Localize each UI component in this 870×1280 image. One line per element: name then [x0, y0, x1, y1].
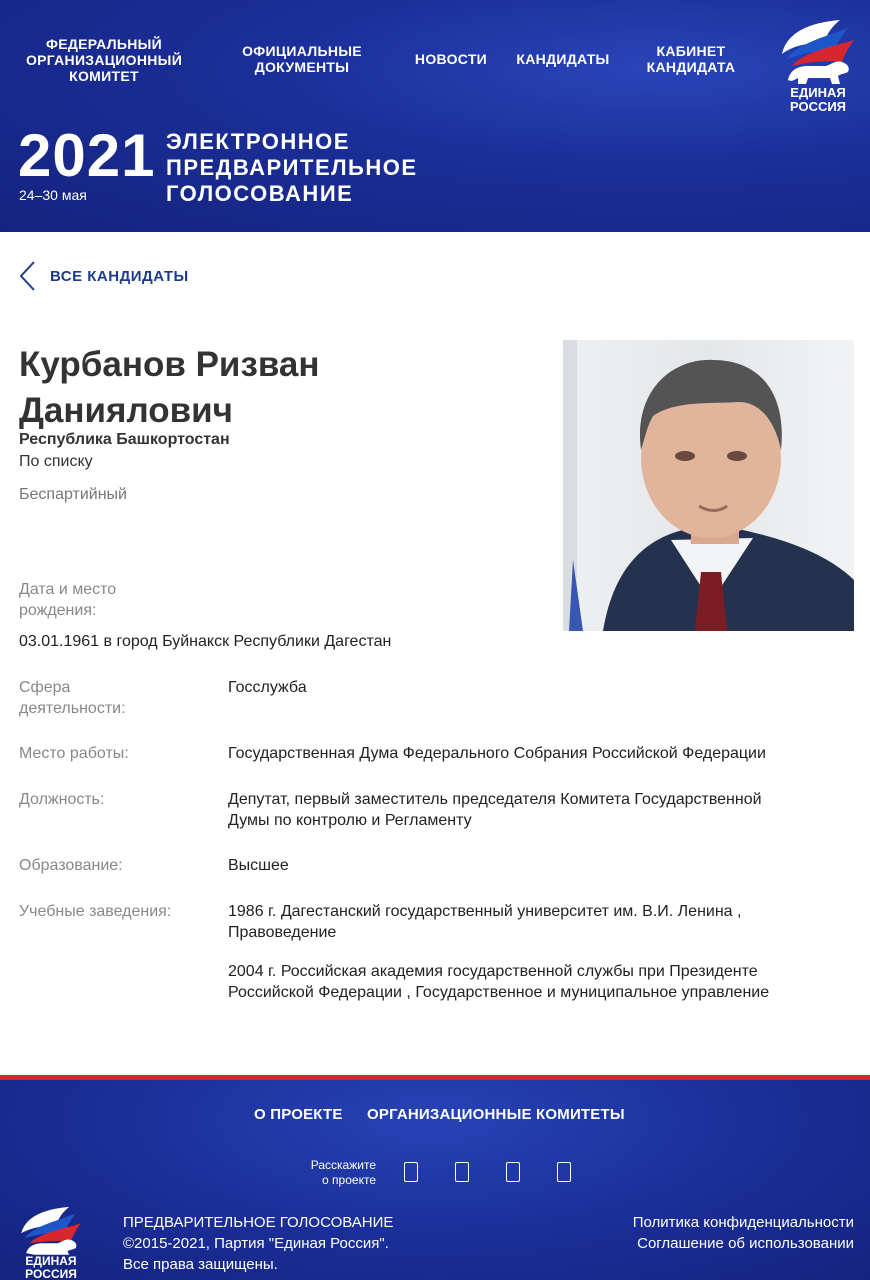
footer-legal-links [633, 1212, 854, 1254]
nav-federal-committee[interactable]: ФЕДЕРАЛЬНЫЙ ОРГАНИЗАЦИОННЫЙ КОМИТЕТ [25, 36, 183, 84]
candidate-region: Республика Башкортостан [19, 431, 230, 448]
vk-icon[interactable] [404, 1162, 418, 1182]
back-to-candidates-link[interactable] [18, 260, 189, 292]
nav-candidate-cabinet[interactable]: КАБИНЕТ КАНДИДАТА [646, 43, 736, 75]
institutions-label: Учебные заведения: [19, 903, 172, 920]
portrait-image [563, 340, 854, 631]
footer-committees-link[interactable]: ОРГАНИЗАЦИОННЫЕ КОМИТЕТЫ [367, 1106, 625, 1123]
footer-logo-line1: ЕДИНАЯ [25, 1254, 77, 1268]
odnoklassniki-icon[interactable] [506, 1162, 520, 1182]
work-label: Место работы: [19, 745, 129, 762]
institution-2: 2004 г. Российская академия государственной службы при Президенте Российской Федерации , Государственное и муниципальное управление [228, 963, 770, 1001]
sphere-label: Сфера деятельности: [19, 679, 126, 717]
birth-label: Дата и место рождения: [19, 581, 117, 619]
logo-text-line2: РОССИЯ [789, 99, 847, 114]
voting-dates: 24–30 мая [19, 187, 87, 203]
united-russia-logo[interactable] [778, 16, 858, 116]
candidate-list-type: По списку [19, 453, 93, 470]
nav-official-documents[interactable]: ОФИЦИАЛЬНЫЕ ДОКУМЕНТЫ [242, 43, 362, 75]
candidate-name: Курбанов Ризван Даниялович [19, 345, 320, 430]
footer-logo-line2: РОССИЯ [25, 1267, 77, 1280]
position-value: Депутат, первый заместитель председателя Комитета Государственной Думы по контролю и Регламенту [228, 791, 762, 829]
back-link-label: ВСЕ КАНДИДАТЫ [50, 267, 189, 285]
footer-about-link[interactable]: О ПРОЕКТЕ [254, 1106, 343, 1123]
nav-candidates[interactable]: КАНДИДАТЫ [516, 51, 610, 67]
footer-bear-flag-icon [18, 1205, 84, 1255]
bear-flag-icon [778, 16, 858, 86]
year-title: 2021 [18, 122, 156, 189]
institution-1: 1986 г. Дагестанский государственный университет им. В.И. Ленина , Правоведение [228, 903, 742, 941]
site-footer [0, 1075, 870, 1280]
birth-value: 03.01.1961 в город Буйнакск Республики Дагестан [19, 633, 392, 650]
footer-copyright: ПРЕДВАРИТЕЛЬНОЕ ГОЛОСОВАНИЕ ©2015-2021, Партия "Единая Россия". Все права защищены. [123, 1214, 394, 1273]
position-label: Должность: [19, 791, 105, 808]
event-subtitle: ЭЛЕКТРОННОЕ ПРЕДВАРИТЕЛЬНОЕ ГОЛОСОВАНИЕ [166, 129, 418, 206]
privacy-policy-link[interactable]: Политика конфиденциальности [632, 1214, 854, 1231]
logo-text-line1: ЕДИНАЯ [790, 85, 846, 100]
work-value: Государственная Дума Федерального Собрания Российской Федерации [228, 745, 766, 762]
nav-news[interactable]: НОВОСТИ [414, 51, 488, 67]
candidate-photo [563, 340, 854, 631]
terms-of-use-link[interactable]: Соглашение об использовании [637, 1235, 854, 1252]
candidate-party: Беспартийный [19, 486, 127, 503]
share-label: Расскажите о проекте [310, 1158, 376, 1187]
education-value: Высшее [228, 857, 289, 874]
education-label: Образование: [19, 857, 123, 874]
facebook-icon[interactable] [455, 1162, 469, 1182]
site-header [0, 0, 870, 232]
sphere-value: Госслужба [228, 679, 307, 696]
twitter-icon[interactable] [557, 1162, 571, 1182]
footer-logo[interactable] [18, 1205, 84, 1280]
chevron-left-icon [18, 260, 38, 292]
